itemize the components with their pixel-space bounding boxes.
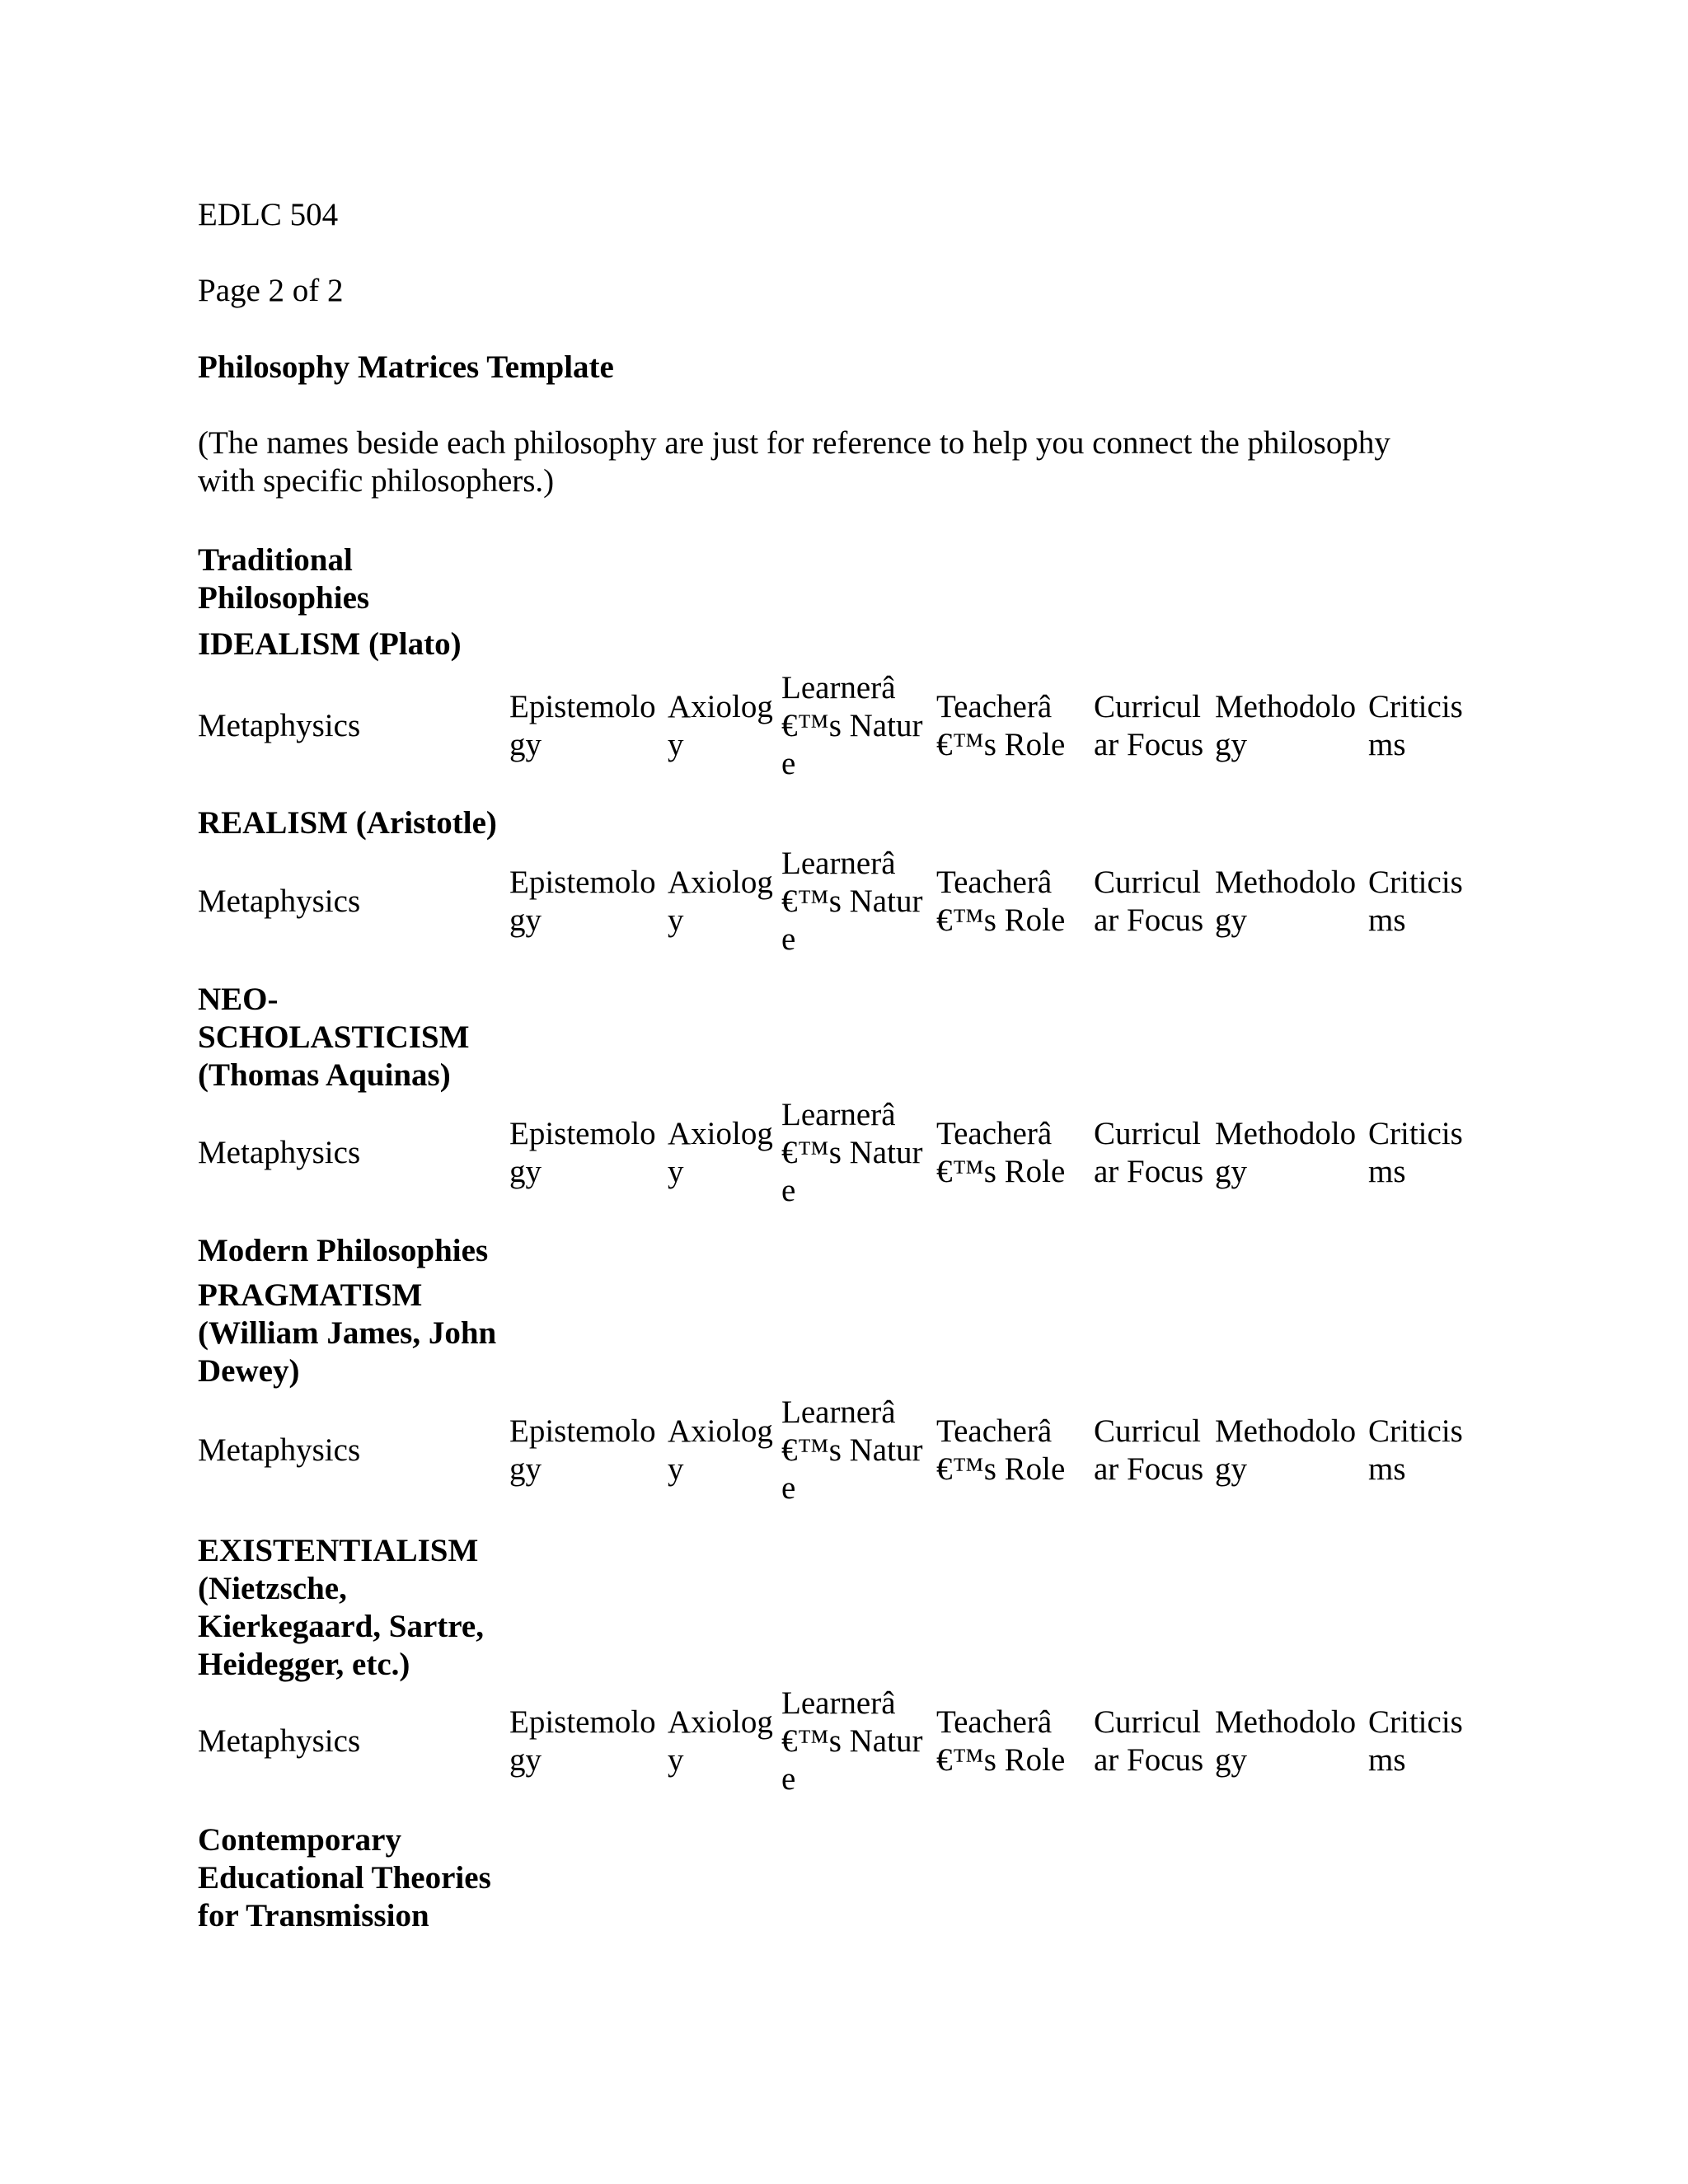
column-header-learners-nature: Learnerâ€™s Nature <box>781 846 923 957</box>
column-header-epistemology: Epistemology <box>509 865 656 938</box>
column-header-teachers-role: Teacherâ€™s Role <box>936 1413 1066 1487</box>
section-modern: Modern Philosophies <box>198 1233 489 1268</box>
column-header-epistemology: Epistemology <box>509 689 656 762</box>
column-header-curricular-focus: Curricular Focus <box>1094 689 1204 762</box>
matrix-row-realism <box>198 844 1533 959</box>
column-header-learners-nature: Learnerâ€™s Nature <box>781 1097 923 1208</box>
column-header-axiology: Axiology <box>668 1116 773 1189</box>
column-header-methodology: Methodology <box>1215 1413 1357 1487</box>
column-header-axiology: Axiology <box>668 689 773 762</box>
column-header-epistemology: Epistemology <box>509 1116 656 1189</box>
column-header-teachers-role: Teacherâ€™s Role <box>936 865 1066 938</box>
document-title: Philosophy Matrices Template <box>198 349 614 385</box>
column-header-epistemology: Epistemology <box>509 1413 656 1487</box>
column-header-teachers-role: Teacherâ€™s Role <box>936 1704 1066 1778</box>
column-header-teachers-role: Teacherâ€™s Role <box>936 1116 1066 1189</box>
column-header-learners-nature: Learnerâ€™s Nature <box>781 1394 923 1506</box>
column-header-curricular-focus: Curricular Focus <box>1094 865 1204 938</box>
matrix-row-pragmatism <box>198 1393 1533 1508</box>
column-header-metaphysics: Metaphysics <box>198 883 361 919</box>
column-header-metaphysics: Metaphysics <box>198 708 361 743</box>
section-traditional: Traditional Philosophies <box>198 542 370 616</box>
column-header-epistemology: Epistemology <box>509 1704 656 1778</box>
matrix-row-idealism <box>198 668 1533 784</box>
column-header-methodology: Methodology <box>1215 1704 1357 1778</box>
column-header-curricular-focus: Curricular Focus <box>1094 1704 1204 1778</box>
column-header-axiology: Axiology <box>668 1413 773 1487</box>
column-header-teachers-role: Teacherâ€™s Role <box>936 689 1066 762</box>
column-header-metaphysics: Metaphysics <box>198 1723 361 1759</box>
column-header-axiology: Axiology <box>668 1704 773 1778</box>
column-header-metaphysics: Metaphysics <box>198 1432 361 1468</box>
heading-pragmatism: PRAGMATISM (William James, John Dewey) <box>198 1277 497 1389</box>
column-header-learners-nature: Learnerâ€™s Nature <box>781 670 923 781</box>
column-header-criticisms: Criticisms <box>1368 1704 1463 1778</box>
column-header-criticisms: Criticisms <box>1368 689 1463 762</box>
heading-realism: REALISM (Aristotle) <box>198 805 497 841</box>
heading-existentialism: EXISTENTIALISM (Nietzsche, Kierkegaard, Sartre, Heidegger, etc.) <box>198 1533 484 1682</box>
column-header-criticisms: Criticisms <box>1368 1413 1463 1487</box>
column-header-methodology: Methodology <box>1215 689 1357 762</box>
column-header-curricular-focus: Curricular Focus <box>1094 1116 1204 1189</box>
page-number: Page 2 of 2 <box>198 273 344 308</box>
column-header-learners-nature: Learnerâ€™s Nature <box>781 1685 923 1797</box>
heading-idealism: IDEALISM (Plato) <box>198 626 462 662</box>
column-header-criticisms: Criticisms <box>1368 1116 1463 1189</box>
column-header-methodology: Methodology <box>1215 865 1357 938</box>
matrix-row-existentialism <box>198 1684 1533 1799</box>
heading-neo-scholasticism: NEO-SCHOLASTICISM (Thomas Aquinas) <box>198 982 470 1093</box>
section-contemporary: Contemporary Educational Theories for Transmission <box>198 1822 491 1933</box>
column-header-axiology: Axiology <box>668 865 773 938</box>
column-header-criticisms: Criticisms <box>1368 865 1463 938</box>
column-header-curricular-focus: Curricular Focus <box>1094 1413 1204 1487</box>
column-header-metaphysics: Metaphysics <box>198 1135 361 1170</box>
course-code: EDLC 504 <box>198 197 339 232</box>
column-header-methodology: Methodology <box>1215 1116 1357 1189</box>
instruction-note: (The names beside each philosophy are just for reference to help you connect the philosophy with specific philosophers.) <box>198 425 1390 499</box>
matrix-row-neo-scholasticism <box>198 1095 1533 1211</box>
